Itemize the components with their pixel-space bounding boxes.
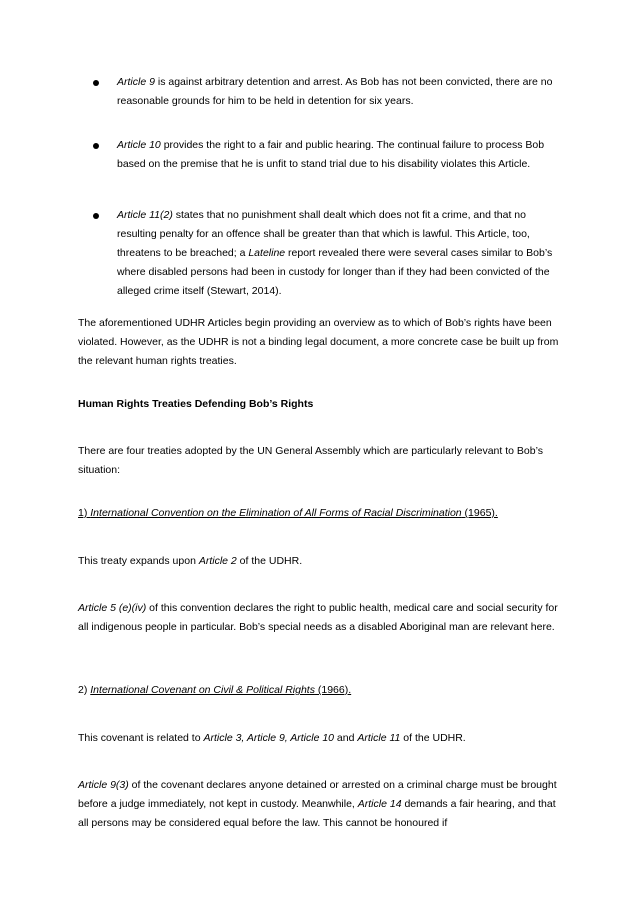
bullet-text: report revealed there were several cases similar to Bob’s where disabled persons had been in custody for longer than if they had been convicted of the alleged crime itself (Stewart, 2014). (117, 247, 553, 297)
bullet-text: provides the right to a fair and public hearing. The continual failure to process Bob based on the premise that he is unfit to stand trial due to his disability violates this Article. (117, 139, 545, 170)
paragraph-four-treaties: There are four treaties adopted by the UN General Assembly which are particularly relevant to Bob’s situation: (78, 445, 543, 476)
text: and (334, 732, 358, 744)
article-ref: Article 10 (117, 139, 161, 151)
treaty-2-heading (78, 681, 563, 700)
article-ref: Article 11 (357, 732, 401, 744)
article-ref: Article 14 (357, 798, 402, 810)
paragraph-article-9-3 (78, 776, 563, 833)
bullet-point (93, 143, 99, 149)
article-ref: Article 9(3) (78, 779, 129, 791)
article-ref: Article 11(2) (117, 209, 173, 221)
bullet-point (93, 80, 99, 86)
treaty-1-title (90, 507, 461, 519)
treaty-1-heading (78, 504, 563, 523)
text: This covenant is related to (78, 732, 204, 744)
text: of the UDHR. (236, 555, 303, 567)
treaty-1-title-text: International Convention on the Elimination of All Forms of Racial Discrimination (90, 507, 462, 519)
paragraph-article-5 (78, 599, 563, 637)
treaty-2-title (90, 684, 315, 696)
bullet-text: states that no punishment shall dealt which does not fit a crime, and that no resulting penalty for an offence shall be greater than that which is lawful. This Article, too, threatens to be breached; a (117, 209, 530, 259)
bullet-text: is against arbitrary detention and arrest. As Bob has not been convicted, there are no reasonable grounds for him to be held in detention for six years. (117, 76, 553, 107)
bullet-point (93, 213, 99, 219)
treaty-2-year: (1966). (314, 684, 352, 696)
bullet-article-10 (117, 136, 557, 174)
treaty-1-number: 1) (78, 507, 91, 519)
article-ref: Article 3, Article 9, Article 10 (203, 732, 335, 744)
article-ref: Article 5 (e)(iv) (78, 602, 147, 614)
article-ref: Article 9 (117, 76, 155, 88)
paragraph-covenant-related (78, 729, 563, 748)
paragraph-treaty-1-expands (78, 552, 563, 571)
text: of this convention declares the right to public health, medical care and social security for all indigenous people in particular. Bob’s special needs as a disabled Aboriginal man are relevant here. (78, 602, 558, 633)
article-ref: Article 2 (198, 555, 237, 567)
treaty-2-number: 2) (78, 684, 91, 696)
bullet-article-9 (117, 73, 557, 111)
bullet-article-11-2 (117, 206, 557, 301)
text: of the UDHR. (400, 732, 466, 744)
text: This treaty expands upon (78, 555, 199, 567)
heading-text: Human Rights Treaties Defending Bob’s Rights (78, 398, 314, 410)
paragraph-udhr-overview: The aforementioned UDHR Articles begin providing an overview as to which of Bob’s rights have been violated. However, as the UDHR is not a binding legal document, a more concrete case be built up from the relevant human rights treaties. (78, 317, 559, 367)
section-heading (78, 395, 563, 414)
lateline-ref: Lateline (248, 247, 286, 259)
text: of the covenant declares anyone detained or arrested on a criminal charge must be brought before a judge immediately, not kept in custody. Meanwhile, (78, 779, 557, 810)
treaty-2-title-text: International Covenant on Civil & Political Rights (90, 684, 315, 696)
text: demands a fair hearing, and that all persons may be considered equal before the law. This cannot be honoured if (78, 798, 556, 829)
treaty-1-year: (1965). (461, 507, 498, 519)
